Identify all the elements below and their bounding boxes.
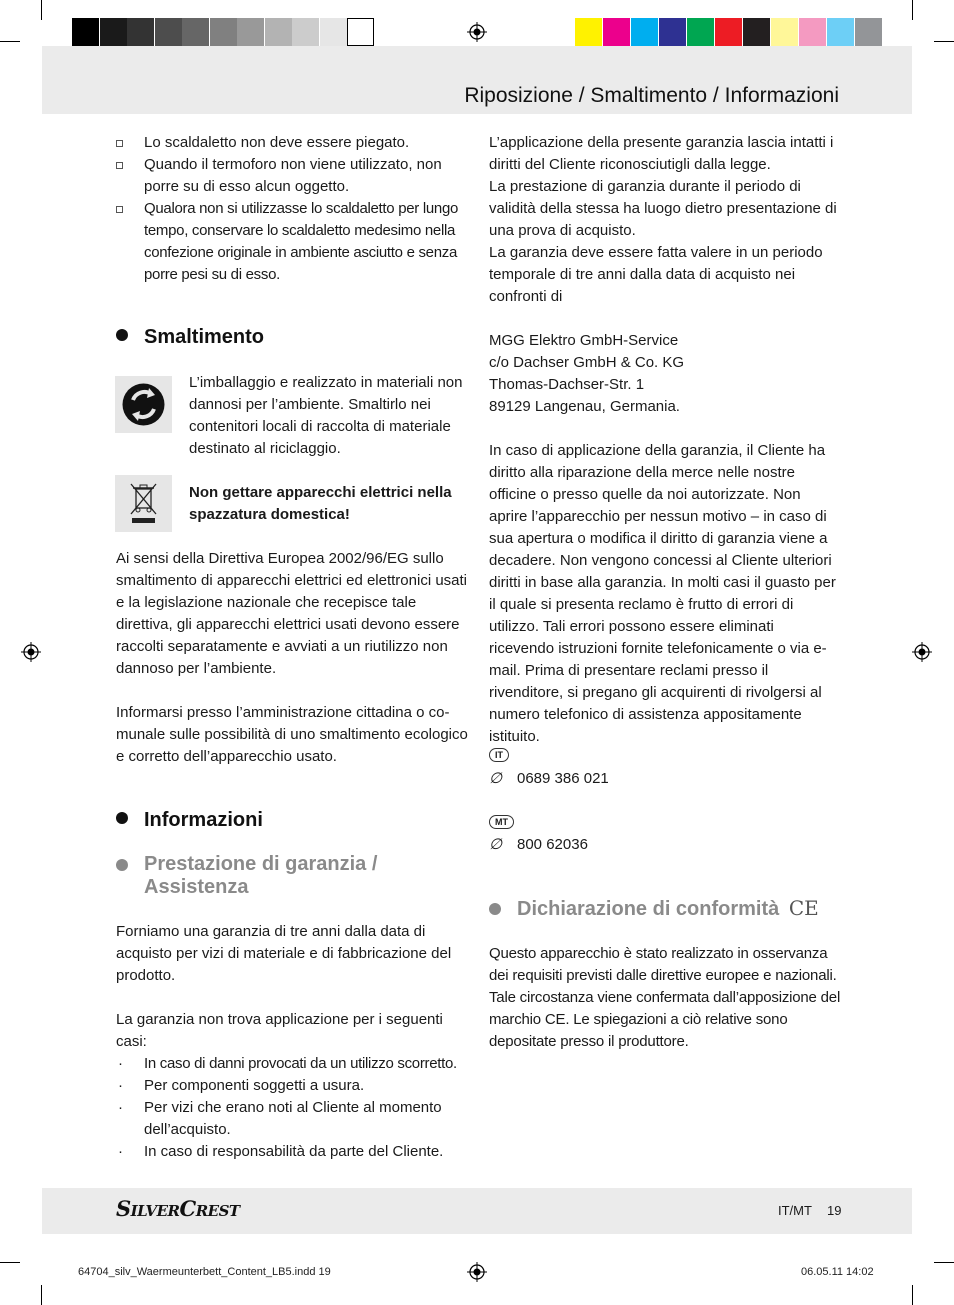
gray-swatch bbox=[320, 18, 347, 46]
color-swatch bbox=[743, 18, 770, 46]
list-item: · Per componenti soggetti a usura. bbox=[118, 1077, 365, 1094]
gray-swatch bbox=[237, 18, 264, 46]
color-swatch bbox=[827, 18, 854, 46]
page-number: 19 bbox=[827, 1203, 842, 1218]
gray-swatch bbox=[72, 18, 99, 46]
color-swatch bbox=[603, 18, 630, 46]
gray-swatch bbox=[210, 18, 237, 46]
weee-bin-icon bbox=[115, 475, 172, 532]
crop-mark bbox=[41, 1285, 42, 1305]
color-swatch bbox=[575, 18, 602, 46]
checkbox-bullet-icon bbox=[116, 206, 123, 213]
list-item: · In caso di danni provocati da un utilizzo scorretto. bbox=[118, 1055, 457, 1072]
crop-mark bbox=[0, 1262, 20, 1263]
color-swatch bbox=[771, 18, 798, 46]
section-heading-informazioni: Informazioni bbox=[116, 809, 263, 832]
page-title: Riposizione / Smaltimento / Informazioni bbox=[464, 84, 839, 107]
bullet-icon bbox=[116, 859, 128, 871]
section-heading-garanzia: Prestazione di garanzia / Assistenza bbox=[116, 853, 456, 899]
crop-mark bbox=[934, 1262, 954, 1263]
directive-text: Ai sensi della Direttiva Europea 2002/96/EG sullo smaltimento di apparecchi elettrici ed elettronici usati e la legislazione nazionale che recepisce tale direttiva, gli apparecchi elettrici usati devono essere raccolti separatamente e avviati a un riutilizzo non dannoso per l’ambiente. bbox=[116, 550, 467, 677]
list-item: Quando il termoforo non viene utilizzato, non porre su di esso alcun oggetto. bbox=[116, 154, 468, 198]
gray-swatch bbox=[127, 18, 154, 46]
inform-text: Informarsi presso l’amministrazione cittadina o co-munale sulle possibilità di uno smaltimento ecologico e corretto dell’apparecchio usato. bbox=[116, 704, 468, 765]
care-bullet-list bbox=[116, 132, 468, 286]
phone-it: ∅ 0689 386 021 bbox=[489, 768, 609, 790]
color-swatch bbox=[687, 18, 714, 46]
phone-icon: ∅ bbox=[489, 770, 503, 787]
checkbox-bullet-icon bbox=[116, 162, 123, 169]
section-heading-conformita: Dichiarazione di conformità CE bbox=[489, 897, 849, 921]
slug-date: 06.05.11 14:02 bbox=[801, 1266, 874, 1278]
gray-swatch bbox=[265, 18, 292, 46]
checkbox-bullet-icon bbox=[116, 140, 123, 147]
footer-lang: IT/MT bbox=[778, 1203, 812, 1218]
section-heading-smaltimento: Smaltimento bbox=[116, 326, 264, 349]
phone-icon: ∅ bbox=[489, 836, 503, 853]
crop-mark bbox=[0, 41, 20, 42]
exclusions-list bbox=[116, 1053, 468, 1163]
registration-mark-icon bbox=[912, 642, 932, 662]
list-item: · In caso di responsabilità da parte del Cliente. bbox=[118, 1143, 444, 1160]
gray-swatch bbox=[347, 18, 374, 46]
list-item: Qualora non si utilizzasse lo scaldaletto per lungo tempo, conservare lo scaldaletto medesimo nella confezione originale in ambiente asciutto e senza porre pesi su di esso. bbox=[116, 198, 468, 286]
crop-mark bbox=[912, 1285, 913, 1305]
conformity-text: Questo apparecchio è stato realizzato in osservanza dei requisiti previsti dalle direttive europee e nazionali. Tale circostanza viene confermata dall’apposizione del marchio CE. Le spiegazioni a ciò relative sono depositate presso il produttore. bbox=[489, 945, 841, 1050]
warranty-proof-text: La prestazione di garanzia durante il periodo di validità della stessa ha luogo dietro presentazione di una prova di acquisto. bbox=[489, 178, 837, 239]
color-swatch bbox=[855, 18, 882, 46]
color-swatch bbox=[631, 18, 658, 46]
country-flag-mt: MT bbox=[489, 812, 514, 830]
crop-mark bbox=[934, 41, 954, 42]
ce-mark-icon: CE bbox=[788, 896, 819, 920]
gray-swatch bbox=[182, 18, 209, 46]
country-flag-it: IT bbox=[489, 745, 509, 763]
packaging-text: L’imballaggio e realizzato in materiali non dannosi per l’ambiente. Smaltirlo nei contenitori locali di raccolta di materiale destinato al riciclaggio. bbox=[189, 374, 463, 457]
slug-filename: 64704_silv_Waermeunterbett_Content_LB5.indd 19 bbox=[78, 1266, 331, 1278]
warranty-period-text: La garanzia deve essere fatta valere in un periodo temporale di tre anni dalla data di acquisto nei confronti di bbox=[489, 244, 823, 305]
registration-mark-icon bbox=[467, 22, 487, 42]
crop-mark bbox=[912, 0, 913, 20]
registration-mark-icon bbox=[21, 642, 41, 662]
gray-swatch bbox=[100, 18, 127, 46]
silvercrest-logo: SilverCrest bbox=[116, 1196, 240, 1221]
phone-mt: ∅ 800 62036 bbox=[489, 834, 588, 856]
color-swatch bbox=[715, 18, 742, 46]
recycling-icon bbox=[115, 376, 172, 433]
bullet-icon bbox=[116, 329, 128, 341]
bullet-icon bbox=[489, 903, 501, 915]
garanzia-text: Forniamo una garanzia di tre anni dalla data di acquisto per vizi di materiale e di fabbricazione del prodotto. bbox=[116, 923, 452, 984]
list-item: Lo scaldaletto non deve essere piegato. bbox=[116, 132, 468, 154]
crop-mark bbox=[41, 0, 42, 20]
service-address: MGG Elektro GmbH-Service c/o Dachser GmbH & Co. KG Thomas-Dachser-Str. 1 89129 Langenau, Germania. bbox=[489, 332, 685, 415]
registration-mark-icon bbox=[467, 1262, 487, 1282]
color-swatch bbox=[659, 18, 686, 46]
weee-warning: Non gettare apparecchi elettrici nella spazzatura domestica! bbox=[189, 484, 452, 523]
exclusions-intro: La garanzia non trova applicazione per i seguenti casi: bbox=[116, 1011, 443, 1050]
gray-swatch bbox=[292, 18, 319, 46]
gray-swatch bbox=[155, 18, 182, 46]
list-item: · Per vizi che erano noti al Cliente al momento dell’acquisto. bbox=[118, 1099, 442, 1138]
bullet-icon bbox=[116, 812, 128, 824]
warranty-rights-text: L’applicazione della presente garanzia lascia intatti i diritti del Cliente riconosciutigli dalla legge. bbox=[489, 134, 834, 173]
warranty-claim-text: In caso di applicazione della garanzia, il Cliente ha diritto alla riparazione della merce nelle nostre officine o presso quelle da noi autorizzate. Non aprire l’apparecchio per nessun motivo – in caso di sua apertura o modifica il diritto di garanzia viene a decadere. Non vengono concessi al Cliente ulteriori diritti in base alla garanzia. In molti casi il guasto per il quale si presenta reclamo è frutto di errori di utilizzo. Tali errori possono essere eliminati ricevendo istruzioni fornite telefonicamente o via e-mail. Prima di presentare reclami presso il rivenditore, si pregano gli acquirenti di rivolgersi al numero telefonico di assistenza appositamente istituito. bbox=[489, 442, 836, 745]
color-swatch bbox=[799, 18, 826, 46]
